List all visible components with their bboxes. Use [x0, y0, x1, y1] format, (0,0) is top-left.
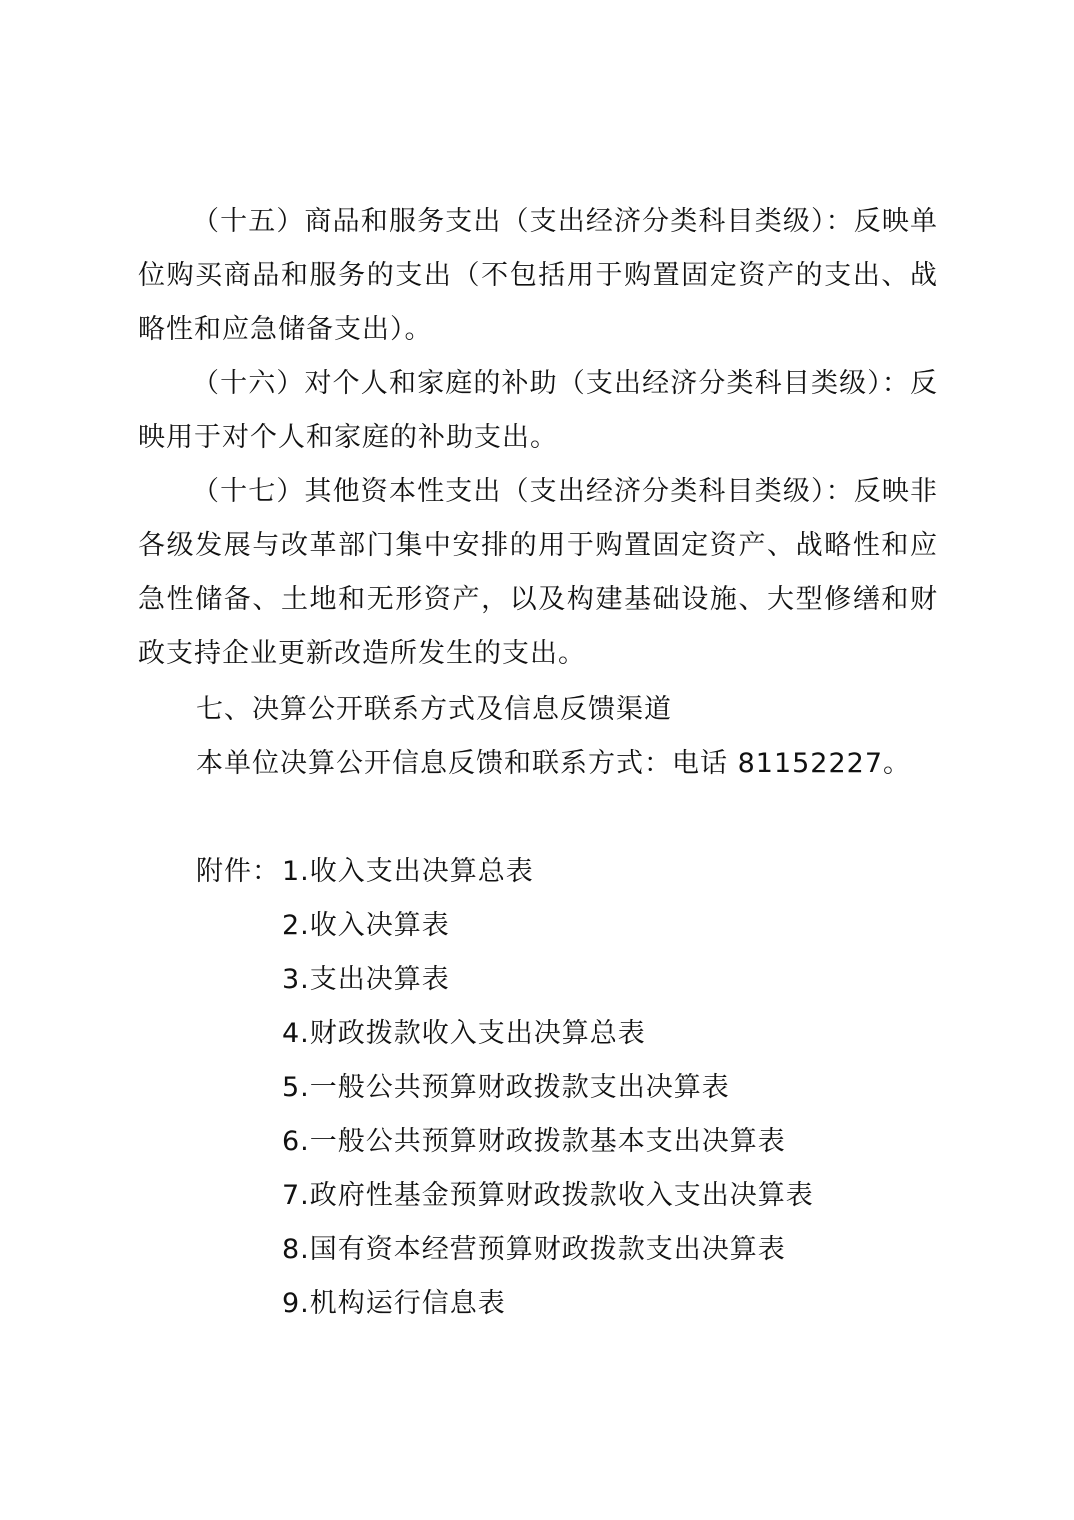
attachment-item: 8.国有资本经营预算财政拨款支出决算表	[282, 1234, 786, 1265]
attachment-row	[196, 1061, 814, 1115]
contact-line: 本单位决算公开信息反馈和联系方式：电话 81152227。	[196, 748, 912, 779]
attachment-item: 5.一般公共预算财政拨款支出决算表	[282, 1072, 730, 1103]
attachment-item: 2.收入决算表	[282, 910, 450, 941]
section-heading: 七、决算公开联系方式及信息反馈渠道	[196, 694, 672, 725]
paragraph-household-subsidy: （十六）对个人和家庭的补助（支出经济分类科目类级）：反映用于对个人和家庭的补助支出。	[138, 368, 938, 453]
paragraph-goods-services-expenditure: （十五）商品和服务支出（支出经济分类科目类级）：反映单位购买商品和服务的支出（不包括用于购置固定资产的支出、战略性和应急储备支出）。	[138, 206, 938, 345]
attachment-row	[196, 1007, 814, 1061]
paragraph-other-capital-expenditure: （十七）其他资本性支出（支出经济分类科目类级）：反映非各级发展与改革部门集中安排的用于购置固定资产、战略性和应急性储备、土地和无形资产，以及构建基础设施、大型修缮和财政支持企业更新改造所发生的支出。	[138, 476, 938, 669]
attachment-row	[196, 953, 814, 1007]
attachment-item: 6.一般公共预算财政拨款基本支出决算表	[282, 1126, 786, 1157]
body-paragraphs	[138, 195, 938, 681]
attachment-row	[196, 899, 814, 953]
attachment-item: 7.政府性基金预算财政拨款收入支出决算表	[282, 1180, 814, 1211]
attachment-item: 9.机构运行信息表	[282, 1288, 506, 1319]
attachment-row	[196, 845, 814, 899]
attachment-row	[196, 1115, 814, 1169]
attachment-item: 1.收入支出决算总表	[282, 856, 534, 887]
attachment-row	[196, 1223, 814, 1277]
attachment-row	[196, 1277, 814, 1331]
attachment-row	[196, 1169, 814, 1223]
attachment-item: 4.财政拨款收入支出决算总表	[282, 1018, 646, 1049]
attachment-list	[196, 845, 814, 1331]
attachment-label: 附件：	[196, 856, 280, 887]
attachment-item: 3.支出决算表	[282, 964, 450, 995]
